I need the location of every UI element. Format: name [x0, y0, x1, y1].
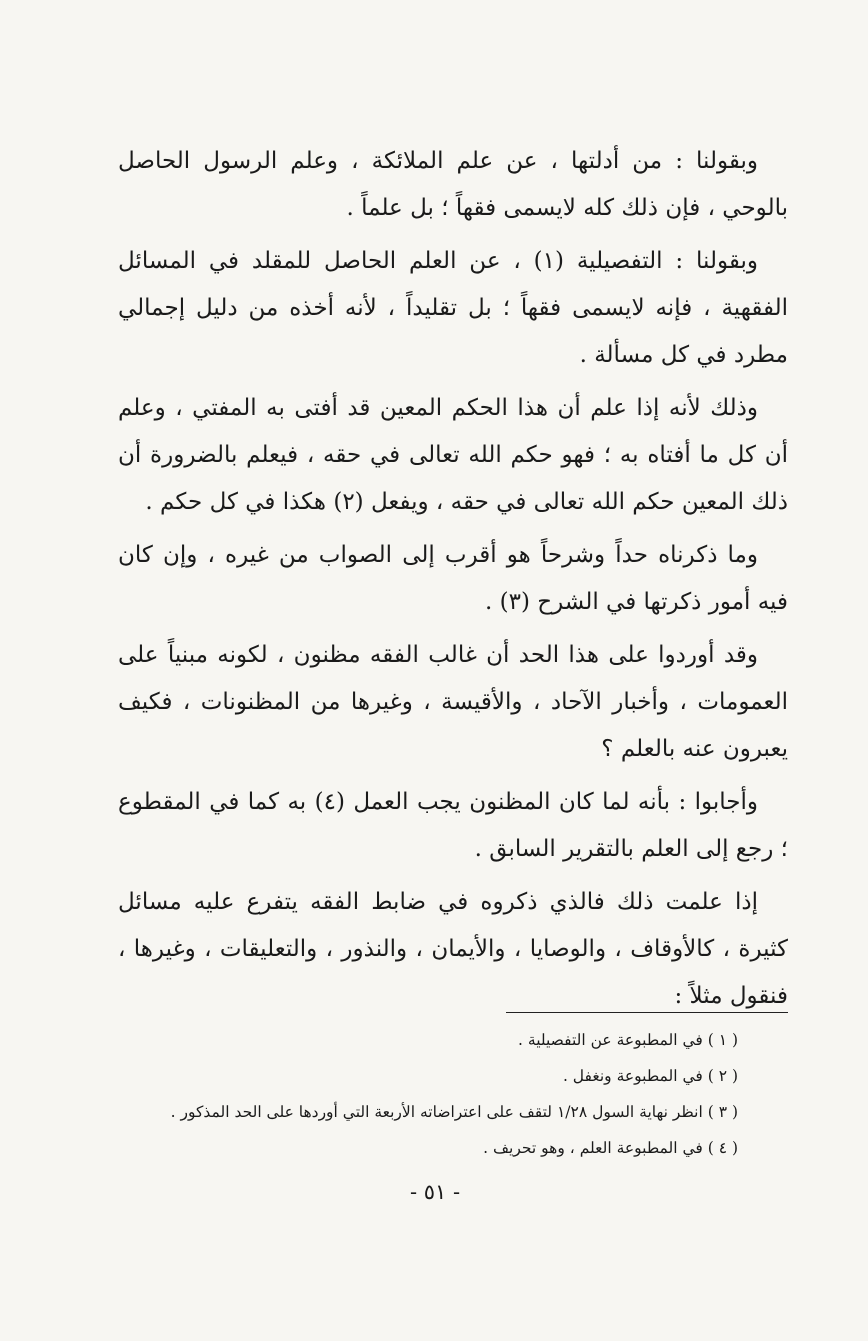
- paragraph: وقد أوردوا على هذا الحد أن غالب الفقه مظنون ، لكونه مبنياً على العمومات ، وأخبار الآحاد ، والأقيسة ، وغيرها من المظنونات ، فكيف يعبرون عنه بالعلم ؟: [118, 642, 788, 762]
- footnote: ( ٢ ) في المطبوعة ونغفل .: [562, 1067, 738, 1085]
- paragraph: وما ذكرناه حداً وشرحاً هو أقرب إلى الصواب من غيره ، وإن كان فيه أمور ذكرتها في الشرح (٣) .: [118, 542, 788, 615]
- paragraph: وبقولنا : التفصيلية (١) ، عن العلم الحاصل للمقلد في المسائل الفقهية ، فإنه لايسمى فقهاً ؛ بل تقليداً ، لأنه أخذه من دليل إجمالي مطرد في كل مسألة .: [118, 248, 788, 368]
- footnote: ( ١ ) في المطبوعة عن التفصيلية .: [518, 1031, 738, 1049]
- paragraph: وبقولنا : من أدلتها ، عن علم الملائكة ، وعلم الرسول الحاصل بالوحي ، فإن ذلك كله لايسمى فقهاً ؛ بل علماً .: [118, 148, 788, 221]
- paragraph: إذا علمت ذلك فالذي ذكروه في ضابط الفقه يتفرع عليه مسائل كثيرة ، كالأوقاف ، والوصايا ، والأيمان ، والنذور ، والتعليقات ، وغيرها ، فنقول مثلاً :: [118, 889, 788, 1009]
- page-number: - ٥١ -: [409, 1180, 461, 1204]
- paragraph: وأجابوا : بأنه لما كان المظنون يجب العمل (٤) به كما في المقطوع ؛ رجع إلى العلم بالتقرير السابق .: [118, 789, 788, 862]
- footnote: ( ٤ ) في المطبوعة العلم ، وهو تحريف .: [483, 1139, 738, 1157]
- footnote-separator: [506, 1012, 788, 1013]
- footnotes: [118, 1022, 738, 1166]
- main-text: [118, 138, 788, 1026]
- footnote: ( ٣ ) انظر نهاية السول ١/٢٨ لتقف على اعتراضاته الأربعة التي أوردها على الحد المذكور .: [170, 1103, 738, 1121]
- paragraph: وذلك لأنه إذا علم أن هذا الحكم المعين قد أفتى به المفتي ، وعلم أن كل ما أفتاه به ؛ فهو حكم الله تعالى في حقه ، فيعلم بالضرورة أن ذلك المعين حكم الله تعالى في حقه ، ويفعل (٢) هكذا في كل حكم .: [118, 395, 788, 515]
